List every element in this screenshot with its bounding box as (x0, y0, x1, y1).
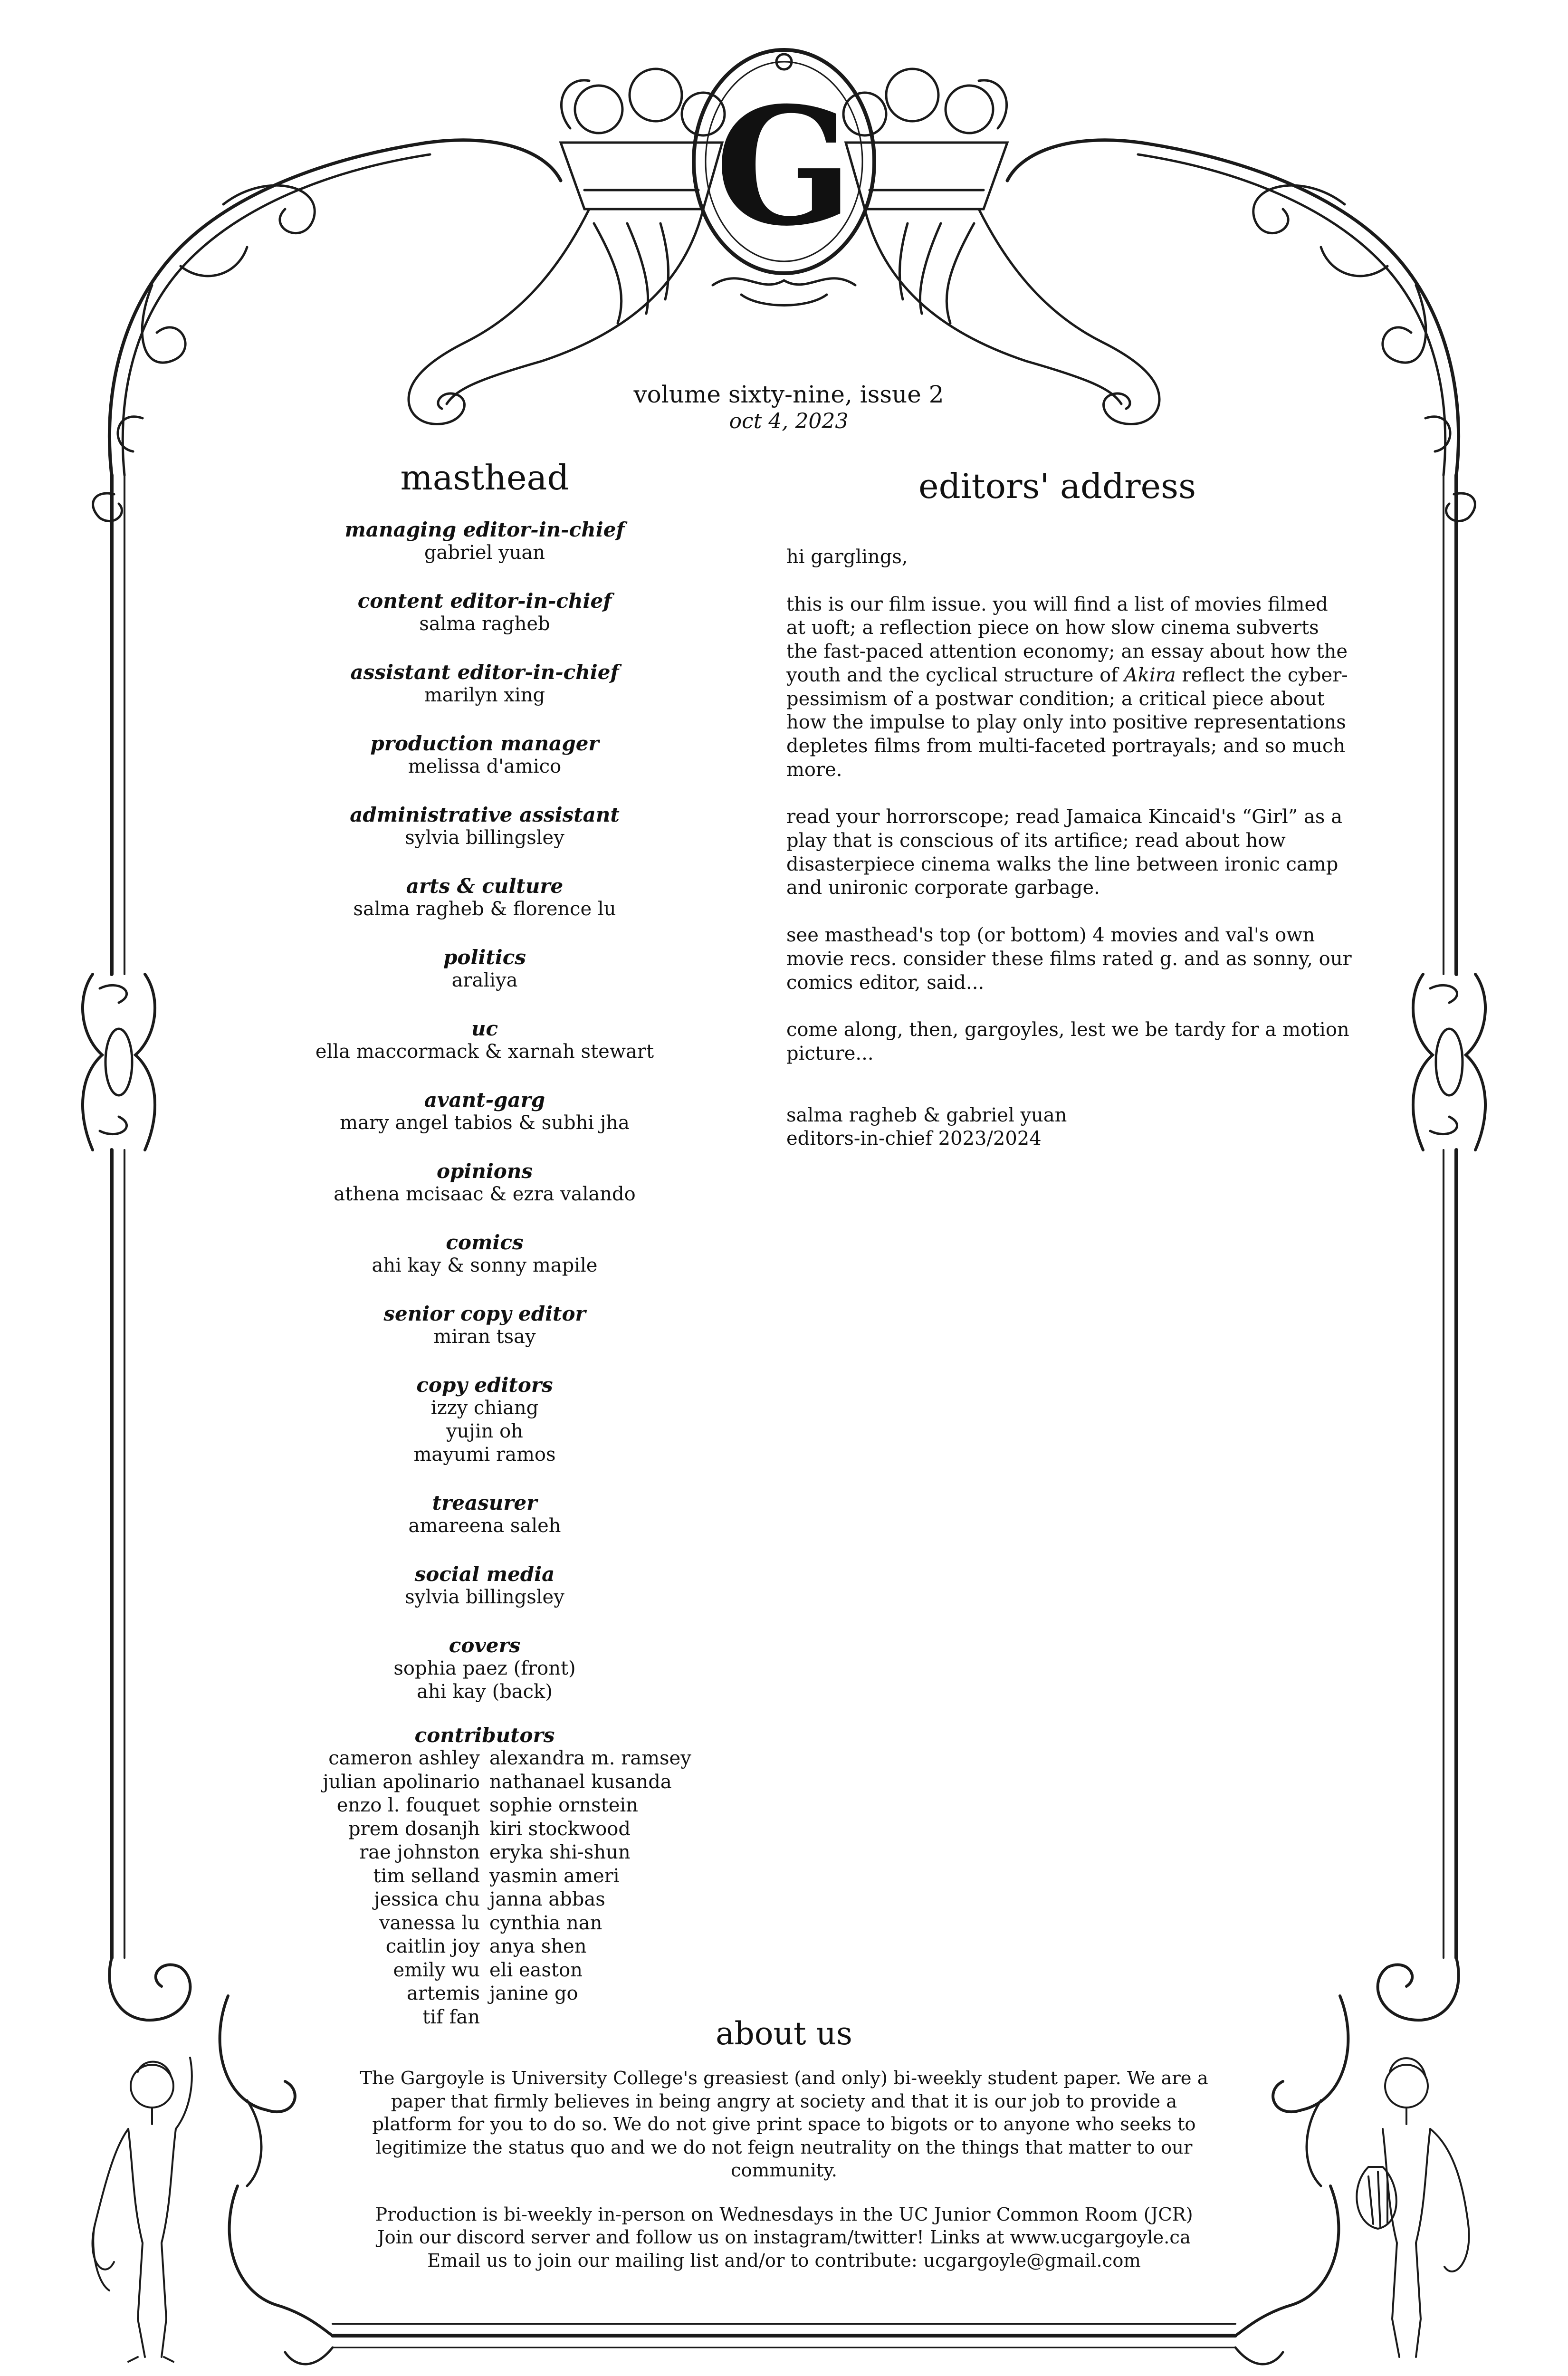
role-name: sylvia billingsley (405, 827, 564, 849)
social-links-info: Join our discord server and follow us on instagram/twitter! Links at www.ucgargoyle.ca (377, 2227, 1191, 2248)
role-name: izzy chiang (430, 1397, 539, 1419)
left-side-ornament (83, 974, 155, 1150)
role-name: gabriel yuan (424, 542, 545, 564)
role-title: treasurer (432, 1491, 537, 1514)
contributor-name: prem dosanjh (348, 1818, 480, 1840)
role-name: araliya (451, 969, 518, 991)
role-title: production manager (370, 732, 599, 755)
role-name: sylvia billingsley (405, 1586, 564, 1608)
masthead-role (266, 1231, 703, 1277)
masthead-role (266, 1302, 703, 1349)
masthead-role (266, 518, 703, 565)
role-name: ahi kay & sonny mapile (372, 1255, 598, 1276)
role-title: uc (471, 1017, 498, 1040)
role-title: arts & culture (406, 874, 564, 898)
contributor-name: artemis (407, 1983, 480, 2004)
editors-address-heading: editors' address (918, 466, 1196, 506)
contributor-name: sophie ornstein (489, 1794, 638, 1816)
editors-paragraph-4: come along, then, gargoyles, lest we be tardy for a motion picture... (786, 1019, 1349, 1064)
role-title: avant-garg (424, 1088, 545, 1111)
role-name: ahi kay (back) (417, 1681, 553, 1703)
issue-date: oct 4, 2023 (729, 409, 849, 433)
masthead-role (266, 661, 703, 707)
masthead-column (266, 456, 703, 2029)
masthead-roles (266, 518, 703, 1704)
editors-paragraph-2: read your horrorscope; read Jamaica Kincaid's “Girl” as a play that is conscious of its artifice; read about how disasterpiece cinema walks the line between ironic camp and unironic corporate garbage. (786, 806, 1342, 899)
masthead-heading: masthead (400, 458, 569, 498)
masthead-role (266, 1017, 703, 1063)
masthead-role (266, 1634, 703, 1704)
role-name: amareena saleh (408, 1515, 561, 1537)
role-name: yujin oh (446, 1420, 523, 1442)
role-name: salma ragheb & florence lu (353, 898, 616, 920)
g-emblem-letter: G (715, 72, 853, 262)
role-name: salma ragheb (419, 613, 550, 635)
role-name: sophia paez (front) (393, 1657, 576, 1679)
email-info: Email us to join our mailing list and/or to contribute: ucgargoyle@gmail.com (427, 2250, 1141, 2271)
right-nude-figure-with-lyre (1357, 2058, 1469, 2357)
contributor-name: alexandra m. ramsey (489, 1747, 691, 1769)
contributor-name: eli easton (489, 1959, 583, 1981)
editors-paragraph-1-text-a: this is our film issue. you will find a list of movies filmed at uoft; a reflection piece on how slow cinema subverts the fast-paced attention economy; an essay about how the youth and the cyclical structure of (786, 593, 1348, 686)
right-cornucopia (843, 69, 1159, 424)
signoff-names: salma ragheb & gabriel yuan (786, 1104, 1067, 1126)
film-title-akira: Akira (1124, 664, 1176, 686)
role-title: covers (449, 1634, 521, 1657)
masthead-role (266, 1562, 703, 1609)
about-us-heading: about us (716, 2015, 852, 2052)
contributor-name: tim selland (373, 1865, 480, 1887)
contributor-name: nathanael kusanda (489, 1771, 672, 1793)
contributor-name: cameron ashley (328, 1747, 480, 1769)
left-cornucopia (409, 69, 725, 424)
contributor-name: emily wu (393, 1959, 480, 1981)
about-us-contact-lines (352, 2204, 1216, 2273)
production-info: Production is bi-weekly in-person on Wednesdays in the UC Junior Common Room (JCR) (375, 2204, 1193, 2225)
contributors-left-column (271, 1747, 480, 2029)
masthead-role (266, 1088, 703, 1135)
role-title: senior copy editor (383, 1302, 586, 1325)
contributor-name: julian apolinario (323, 1771, 480, 1793)
contributor-name: enzo l. fouquet (336, 1794, 480, 1816)
masthead-role (266, 874, 703, 921)
masthead-role (266, 1491, 703, 1538)
volume-issue: volume sixty-nine, issue 2 (633, 381, 944, 408)
role-title: content editor-in-chief (357, 589, 612, 613)
role-name: miran tsay (433, 1326, 536, 1348)
about-us-paragraph: The Gargoyle is University College's greasiest (and only) bi-weekly student paper. We are a paper that firmly believes in being angry at society and that it is our job to provide a platform for you to do so. We do not give print space to bigots or to anyone who seeks to legitimize the status quo and we do not feign neutrality on the things that matter to our community. (360, 2068, 1208, 2181)
contributors-right-column (489, 1747, 698, 2029)
contributors-title: contributors (414, 1724, 555, 1747)
role-title: managing editor-in-chief (344, 518, 625, 541)
masthead-role (266, 803, 703, 850)
masthead-role (266, 1373, 703, 1466)
masthead-role (266, 1159, 703, 1206)
contributor-name: eryka shi-shun (489, 1841, 631, 1863)
role-title: assistant editor-in-chief (350, 661, 619, 684)
contributor-name: janine go (489, 1983, 578, 2004)
contributor-name: kiri stockwood (489, 1818, 631, 1840)
masthead-role (266, 946, 703, 992)
contributors-grid (266, 1747, 703, 2029)
issue-info (551, 380, 1026, 434)
top-right-scroll-ornament (1007, 140, 1475, 521)
role-title: social media (414, 1562, 555, 1586)
role-title: copy editors (416, 1373, 553, 1397)
contributor-name: rae johnston (359, 1841, 480, 1863)
role-name: marilyn xing (424, 684, 545, 706)
masthead-role (266, 732, 703, 778)
role-title: politics (443, 946, 526, 969)
contributor-name: tif fan (422, 2006, 480, 2028)
contributor-name: janna abbas (489, 1888, 605, 1910)
contributor-name: caitlin joy (385, 1935, 480, 1957)
editors-greeting: hi garglings, (786, 546, 908, 568)
editors-paragraph-3: see masthead's top (or bottom) 4 movies and val's own movie recs. consider these films rated g. and as sonny, our comics editor, said... (786, 924, 1352, 994)
editors-paragraph-1-text-b: reflect the cyber-pessimism of a postwar condition; a critical piece about how the impulse to play only into positive representations depletes films from multi-faceted portrayals; and so much more. (786, 664, 1348, 781)
contributors-section (266, 1724, 703, 2029)
contributor-name: anya shen (489, 1935, 587, 1957)
contributor-name: vanessa lu (379, 1912, 480, 1934)
about-us-section (352, 2015, 1216, 2272)
role-name: ella maccormack & xarnah stewart (315, 1041, 654, 1063)
role-name: athena mcisaac & ezra valando (334, 1183, 636, 1205)
role-name: mary angel tabios & subhi jha (340, 1112, 630, 1134)
contributor-name: yasmin ameri (489, 1865, 620, 1887)
role-name: melissa d'amico (408, 756, 562, 777)
contributor-name: jessica chu (374, 1888, 480, 1910)
bottom-right-corner-ornament (1235, 1958, 1459, 2364)
right-side-ornament (1413, 974, 1485, 1150)
role-title: opinions (436, 1159, 533, 1183)
editors-paragraph-1 (786, 593, 1352, 782)
role-title: comics (446, 1231, 524, 1254)
editors-signoff (786, 1104, 1352, 1151)
signoff-title: editors-in-chief 2023/2024 (786, 1128, 1042, 1150)
editors-address-column (786, 465, 1352, 1151)
masthead-role (266, 589, 703, 636)
contributor-name: cynthia nan (489, 1912, 602, 1934)
role-name: mayumi ramos (413, 1444, 556, 1466)
role-title: administrative assistant (350, 803, 620, 826)
left-nude-figure (93, 2058, 192, 2362)
